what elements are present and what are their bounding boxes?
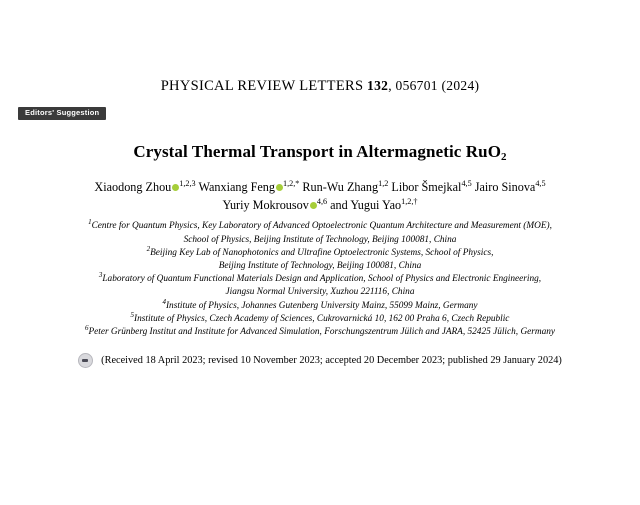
author-line-2 <box>40 197 600 215</box>
affiliation-marker: 4 <box>162 297 166 306</box>
author-item[interactable] <box>302 180 388 194</box>
affiliation-item <box>26 220 614 233</box>
author-affil-marker: 1,2,3 <box>179 178 196 188</box>
author-item[interactable] <box>330 198 417 212</box>
affiliation-text: Beijing Key Lab of Nanophotonics and Ultrafine Optoelectronic Systems, School of Physics, <box>150 247 494 258</box>
author-name: Jairo Sinova <box>474 180 536 194</box>
affiliation-item <box>26 286 614 299</box>
affiliation-item <box>26 260 614 273</box>
affiliation-text: Beijing Institute of Technology, Beijing 100081, China <box>218 260 422 271</box>
affiliation-marker: 2 <box>146 244 151 253</box>
affiliation-marker: 3 <box>98 271 103 280</box>
editors-suggestion-badge[interactable]: Editors' Suggestion <box>18 107 106 120</box>
orcid-icon[interactable] <box>276 184 283 191</box>
author-name: Yuriy Mokrousov <box>222 197 309 212</box>
author-affil-marker: 1,2,† <box>401 196 418 206</box>
publication-dates-row <box>0 353 640 368</box>
affiliation-text: Jiangsu Normal University, Xuzhou 221116, China <box>225 287 415 298</box>
author-line-1 <box>40 179 600 197</box>
affiliation-item <box>26 323 614 339</box>
affiliation-item <box>26 234 614 247</box>
affiliation-item <box>26 310 614 326</box>
affiliation-list <box>0 220 640 339</box>
title-subscript: 2 <box>501 151 507 163</box>
orcid-icon[interactable] <box>310 202 317 209</box>
author-affil-marker: 1,2,* <box>283 178 300 188</box>
author-affil-marker: 4,5 <box>535 178 546 188</box>
crossmark-icon[interactable] <box>78 353 93 368</box>
author-item[interactable] <box>391 180 471 194</box>
author-name: Run-Wu Zhang <box>302 180 379 194</box>
author-list <box>0 179 640 214</box>
author-item[interactable] <box>475 180 546 194</box>
affiliation-marker: 6 <box>84 323 89 332</box>
paper-page <box>0 78 640 505</box>
author-name: Wanxiang Feng <box>198 180 275 194</box>
affiliation-item <box>26 273 614 286</box>
badge-row <box>0 107 640 121</box>
author-item[interactable] <box>94 180 195 194</box>
author-item[interactable] <box>223 198 328 212</box>
journal-article-info: , 056701 (2024) <box>388 78 480 93</box>
author-affil-marker: 1,2 <box>378 178 389 188</box>
affiliation-marker: 1 <box>88 218 92 227</box>
journal-header <box>0 78 640 95</box>
affiliation-text: School of Physics, Beijing Institute of Technology, Beijing 100081, China <box>183 234 457 245</box>
author-affil-marker: 4,5 <box>461 178 472 188</box>
publication-dates: (Received 18 April 2023; revised 10 November 2023; accepted 20 December 2023; published 29 January 2024) <box>101 355 562 367</box>
affiliation-text: Institute of Physics, Czech Academy of Sciences, Cukrovarnická 10, 162 00 Praha 6, Czech Republic <box>134 313 510 324</box>
affiliation-item <box>26 297 614 313</box>
orcid-icon[interactable] <box>172 184 179 191</box>
author-name: and Yugui Yao <box>330 197 402 212</box>
author-name: Libor Šmejkal <box>391 180 462 194</box>
title-text: Crystal Thermal Transport in Altermagnetic RuO <box>133 142 502 161</box>
affiliation-text: Laboratory of Quantum Functional Materials Design and Application, School of Physics and Electronic Engineering, <box>102 274 542 285</box>
affiliation-item <box>26 244 614 260</box>
affiliation-marker: 5 <box>130 310 135 319</box>
affiliation-text: Institute of Physics, Johannes Gutenberg University Mainz, 55099 Mainz, Germany <box>165 300 478 311</box>
author-affil-marker: 4,6 <box>316 196 328 206</box>
affiliation-text: Centre for Quantum Physics, Key Laboratory of Advanced Optoelectronic Quantum Architecture and Measurement (MOE), <box>91 221 552 232</box>
author-item[interactable] <box>198 180 299 194</box>
journal-volume: 132 <box>367 78 389 93</box>
journal-name: PHYSICAL REVIEW LETTERS <box>160 78 364 94</box>
page-title <box>0 142 640 162</box>
affiliation-text: Peter Grünberg Institut and Institute for Advanced Simulation, Forschungszentrum Jülich and JARA, 52425 Jülich, Germany <box>88 326 556 337</box>
author-name: Xiaodong Zhou <box>94 180 172 194</box>
